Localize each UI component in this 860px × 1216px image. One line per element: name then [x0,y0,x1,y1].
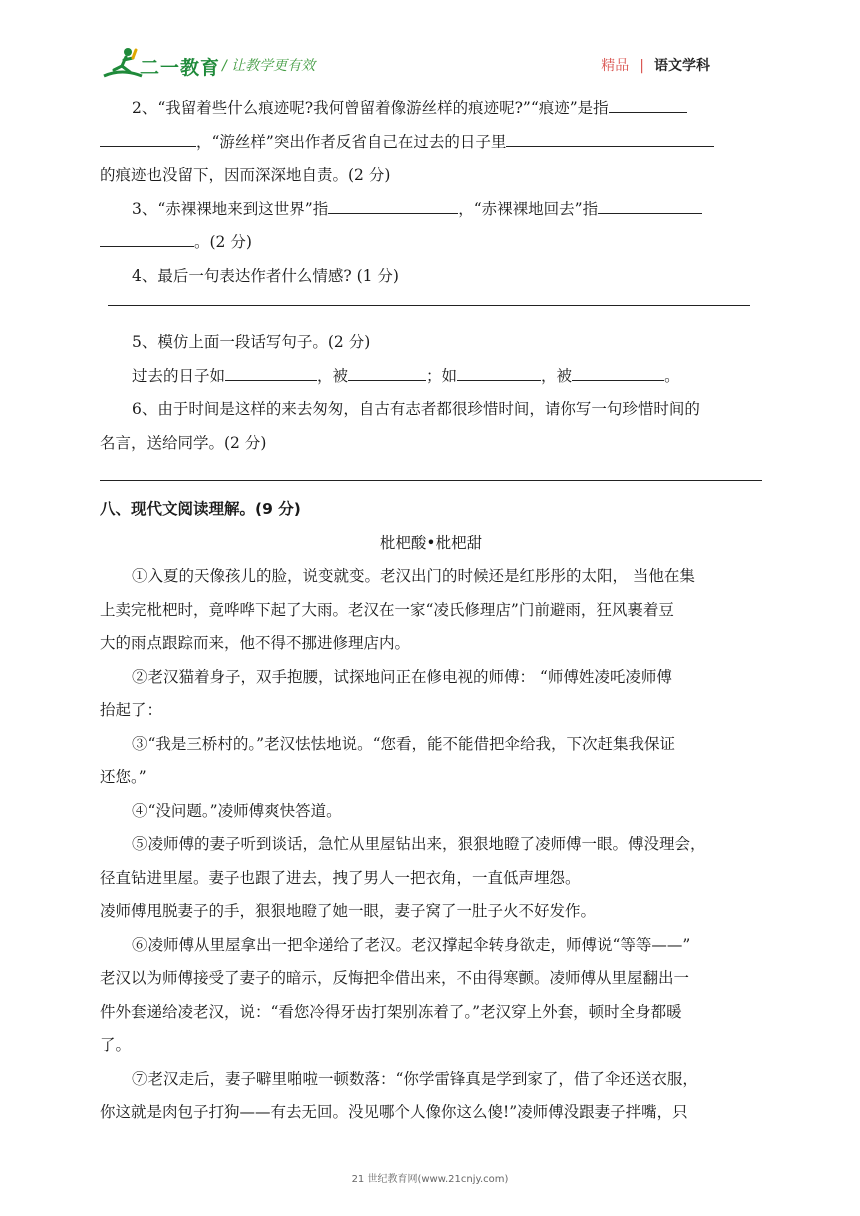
paragraph-6: 了。 [100,1036,132,1054]
article-title: 枇杷酸•枇杷甜 [379,533,483,552]
question-6-line-1: 6、由于时间是这样的来去匆匆，自古有志者都很珍惜时间，请你写一句珍惜时间的 [132,400,700,418]
header-right [601,55,710,75]
answer-blank[interactable] [572,362,664,381]
paragraph-3: 还您。” [100,768,147,786]
paragraph-7: 你这就是肉包子打狗——有去无回。没见哪个人像你这么傻!”凌师傅没跟妻子拌嘴，只 [100,1103,688,1121]
question-2-line-1 [100,92,762,126]
question-3-line-1 [100,193,762,227]
section-title: 八、现代文阅读理解。(9 分) [100,500,301,518]
answer-line[interactable] [108,293,750,306]
paragraph-2: ②老汉猫着身子，双手抱腰，试探地问正在修电视的师傅： “师傅姓凌吒凌师傅 [132,667,672,686]
subject-label: 语文学科 [654,58,710,74]
page-header [0,0,860,90]
answer-blank[interactable] [100,228,194,247]
paragraph-4: ④“没问题。”凌师傅爽快答道。 [132,801,342,820]
answer-blank[interactable] [100,128,196,147]
paragraph-3: ③“我是三桥村的。”老汉怯怯地说。“您看，能不能借把伞给我，下次赶集我保证 [132,734,676,753]
question-3-text-a: 3、“赤裸裸地来到这世界”指 [132,199,329,218]
question-3-line-2 [100,226,762,260]
brand-slogan: / 让教学更有效 [222,58,316,74]
question-6-line-2: 名言，送给同学。(2 分) [100,433,267,452]
page-content [100,92,762,1130]
paragraph-1: 大的雨点跟踪而来，他不得不挪进修理店内。 [100,634,411,652]
answer-blank[interactable] [598,195,702,214]
question-3-text-b: ，“赤裸裸地回去”指 [458,199,599,218]
paragraph-6: 老汉以为师傅接受了妻子的暗示，反悔把伞借出来，不由得寒颤。凌师傅从里屋翻出一 [100,969,690,987]
header-separator: | [639,58,644,74]
frame-text: ，被 [541,366,573,385]
quality-label: 精品 [601,58,630,74]
answer-line[interactable] [100,460,762,481]
question-2-line-2 [100,126,762,160]
paragraph-5: 径直钻进里屋。妻子也跟了进去，拽了男人一把衣角，一直低声埋怨。 [100,868,581,887]
paragraph-1: ①入夏的天像孩儿的脸，说变就变。老汉出门的时候还是红彤彤的太阳， 当他在集 [132,567,695,585]
answer-blank[interactable] [348,362,426,381]
question-2-text-b: ，“游丝样”突出作者反省自己在过去的日子里 [196,132,507,151]
paragraph-6: 件外套递给凌老汉，说：“看您冷得牙齿打架别冻着了。”老汉穿上外套，顿时全身都暖 [100,1002,682,1021]
frame-text: 。 [664,366,680,385]
answer-blank[interactable] [457,362,541,381]
paragraph-5: 凌师傅甩脱妻子的手，狠狠地瞪了她一眼，妻子窝了一肚子火不好发作。 [100,902,597,920]
frame-text: ，被 [317,366,349,385]
question-5-frame [100,360,762,394]
paragraph-5: ⑤凌师傅的妻子听到谈话，急忙从里屋钻出来，狠狠地瞪了凌师傅一眼。傅没理会， [132,835,706,853]
answer-blank[interactable] [506,128,714,147]
frame-text: 过去的日子如 [132,366,226,385]
question-3-text-c: 。(2 分) [194,233,252,251]
paragraph-2: 抬起了： [100,701,163,719]
question-2-line-3: 的痕迹也没留下，因而深深地自责。(2 分) [100,166,391,184]
question-5: 5、模仿上面一段话写句子。(2 分) [132,333,371,351]
paragraph-6: ⑥凌师傅从里屋拿出一把伞递给了老汉。老汉撑起伞转身欲走，师傅说“等等——” [132,935,691,954]
page-footer: 21 世纪教育网(www.21cnjy.com) [351,1174,509,1185]
paragraph-7: ⑦老汉走后，妻子噼里啪啦一顿数落：“你学雷锋真是学到家了，借了伞还送衣服， [132,1069,698,1088]
brand-name: 二一教育 [140,57,221,79]
answer-blank[interactable] [225,362,317,381]
answer-blank[interactable] [328,195,458,214]
frame-text: ；如 [426,366,458,385]
question-4: 4、最后一句表达作者什么情感? (1 分) [132,266,399,285]
paragraph-1: 上卖完枇杷时，竟哗哗下起了大雨。老汉在一家“凌氏修理店”门前避雨，狂风裹着豆 [100,600,674,619]
question-2-text-a: 2、“我留着些什么痕迹呢?我何曾留着像游丝样的痕迹呢?”“痕迹”是指 [132,99,609,117]
answer-blank[interactable] [609,94,687,113]
